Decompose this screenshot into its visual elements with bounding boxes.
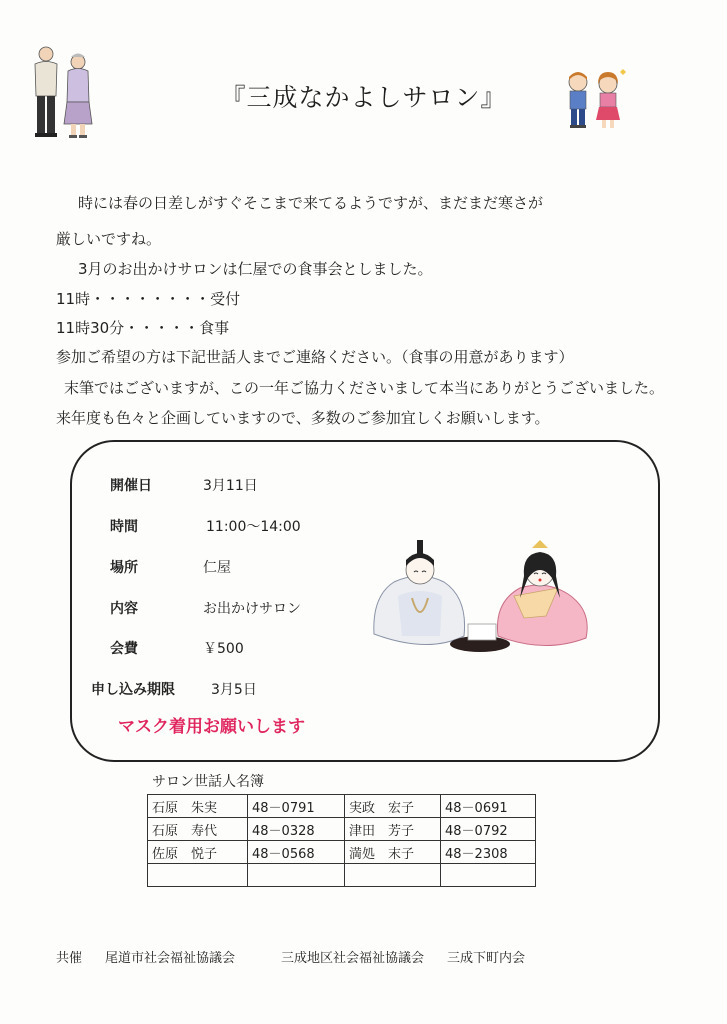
footer-org-2: 三成地区社会福祉協議会	[281, 951, 425, 966]
table-row	[148, 795, 536, 818]
roster-name	[345, 864, 441, 887]
intro-line-1: 時には春の日差しがすぐそこまで来てるようですが、まだまだ寒さが	[78, 194, 544, 212]
hina-dolls-illustration	[368, 536, 594, 666]
roster-phone: 48－2308	[441, 841, 536, 864]
intro-line-2: 厳しいですね。	[56, 230, 162, 248]
roster-table	[147, 794, 536, 887]
intro-line-3: 3月のお出かけサロンは仁屋での食事会としました。	[78, 260, 433, 278]
roster-phone: 48－0792	[441, 818, 536, 841]
footer-org-3: 三成下町内会	[447, 951, 526, 966]
roster-name: 実政 宏子	[345, 795, 441, 818]
roster-title: サロン世話人名簿	[152, 774, 264, 790]
closing-line-2: 来年度も色々と企画していますので、多数のご参加宜しくお願いします。	[56, 409, 550, 427]
contact-note: 参加ご希望の方は下記世話人までご連絡ください。（食事の用意があります）	[56, 348, 574, 366]
roster-phone	[441, 864, 536, 887]
table-row	[148, 841, 536, 864]
place-value: 仁屋	[203, 560, 231, 576]
fee-value: ￥500	[203, 641, 244, 657]
roster-phone: 48－0691	[441, 795, 536, 818]
roster-name	[148, 864, 248, 887]
roster-phone: 48－0791	[248, 795, 345, 818]
roster-phone	[248, 864, 345, 887]
roster-phone: 48－0568	[248, 841, 345, 864]
footer-label: 共催	[56, 951, 83, 966]
deadline-label: 申し込み期限	[91, 682, 175, 698]
roster-name: 満処 末子	[345, 841, 441, 864]
mask-note: マスク着用お願いします	[118, 717, 305, 737]
roster-name: 津田 芳子	[345, 818, 441, 841]
table-row	[148, 864, 536, 887]
time-value: 11:00〜14:00	[206, 519, 301, 535]
roster-name: 石原 寿代	[148, 818, 248, 841]
date-label: 開催日	[110, 478, 152, 494]
schedule-meal: 11時30分・・・・・食事	[56, 319, 230, 337]
date-value: 3月11日	[203, 478, 258, 494]
deadline-value: 3月5日	[211, 682, 257, 698]
content-label: 内容	[110, 601, 138, 617]
place-label: 場所	[110, 560, 138, 576]
schedule-reception: 11時・・・・・・・・受付	[56, 290, 241, 308]
fee-label: 会費	[110, 641, 138, 657]
content-value: お出かけサロン	[203, 601, 301, 617]
footer-org-1: 尾道市社会福祉協議会	[105, 951, 236, 966]
time-label: 時間	[110, 519, 138, 535]
roster-phone: 48－0328	[248, 818, 345, 841]
roster-name: 石原 朱実	[148, 795, 248, 818]
page-title: 『三成なかよしサロン』	[220, 83, 507, 112]
roster-name: 佐原 悦子	[148, 841, 248, 864]
table-row	[148, 818, 536, 841]
closing-line-1: 末筆ではございますが、この一年ご協力くださいまして本当にありがとうございました。	[64, 379, 665, 397]
